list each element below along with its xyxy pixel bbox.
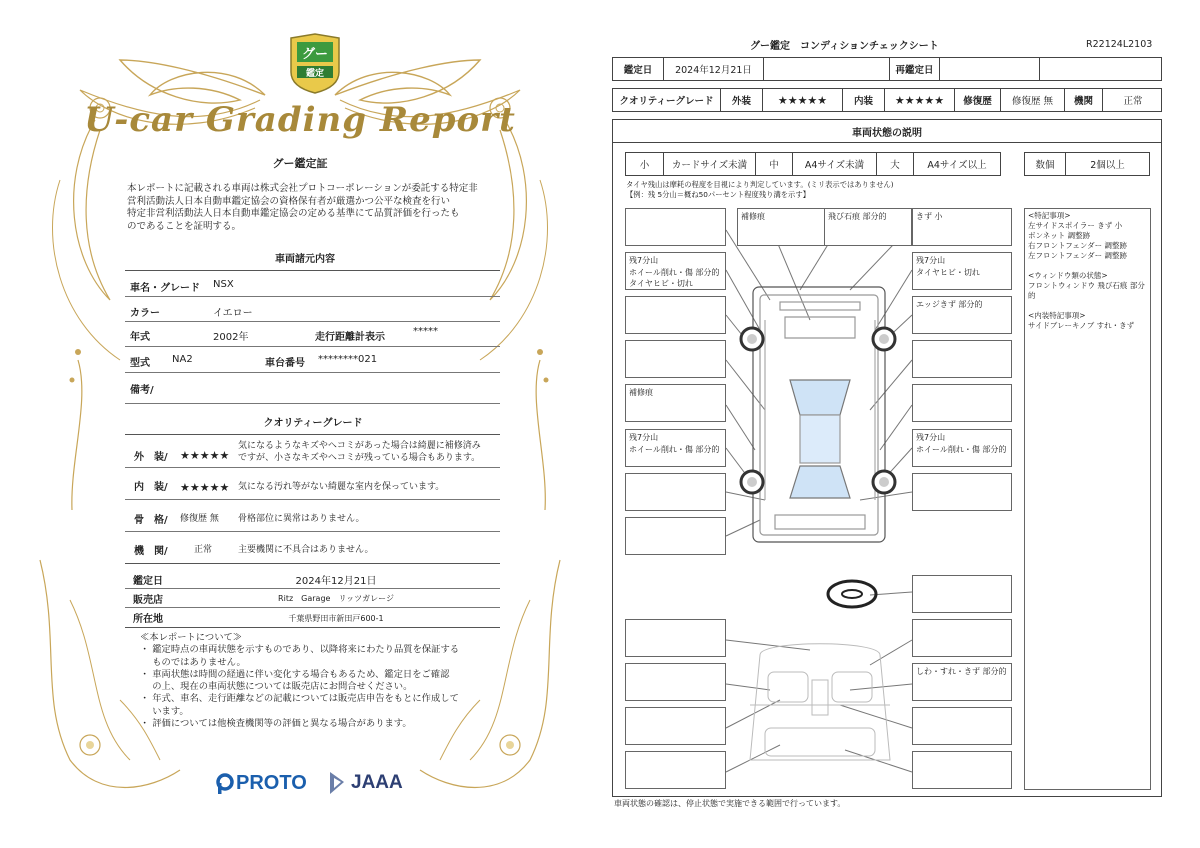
remarks-label: 備考/ — [130, 385, 154, 396]
note-box-left-5 — [625, 384, 726, 422]
year-label: 年式 — [130, 332, 150, 343]
size-small-desc: カードサイズ未満 — [663, 153, 755, 175]
note-box-rear-left-tire — [625, 429, 726, 467]
note-box-left-4 — [625, 340, 726, 378]
frame-description: 骨格部位に異常はありません。 — [238, 514, 365, 524]
interior-stars: ★★★★★ — [180, 481, 230, 494]
size-large-desc: A4サイズ以上 — [913, 153, 1000, 175]
report-notes — [140, 632, 505, 730]
badge-shield-icon — [287, 32, 343, 94]
special-item: 左サイドスポイラー きず 小 — [1028, 221, 1123, 230]
shop-label: 販売店 — [133, 595, 163, 606]
note-line: います。 — [140, 705, 189, 717]
note-box-int-right-2 — [912, 663, 1012, 701]
note-text: 補修痕 — [629, 388, 653, 397]
count-desc: 2個以上 — [1065, 153, 1149, 175]
note-box-front-left-tire — [625, 252, 726, 290]
tire-note-line: タイヤ残山は摩耗の程度を目視により判定しています。(ミリ表示ではありません) — [626, 180, 894, 189]
address-value: 千葉県野田市新田戸600-1 — [288, 614, 384, 623]
engine-description: 主要機関に不具合はありません。 — [238, 545, 374, 555]
model-label: 型式 — [130, 358, 150, 369]
certificate-heading: グー鑑定証 — [272, 157, 328, 170]
size-mid-desc: A4サイズ未満 — [792, 153, 876, 175]
note-box-int-right-1 — [912, 619, 1012, 657]
sheet-title: グー鑑定 コンディションチェックシート — [750, 41, 939, 52]
exterior-description — [238, 440, 481, 464]
name-label: 車名・グレード — [130, 283, 200, 294]
color-value: イエロー — [213, 308, 253, 319]
note-line: ・ 年式、車名、走行距離などの記載については販売店申告をもとに作成して — [140, 693, 459, 705]
note-box-right-7 — [912, 473, 1012, 511]
proto-logo — [216, 772, 307, 795]
note-box-int-left-2 — [625, 663, 726, 701]
special-title: <特記事項> — [1028, 211, 1071, 220]
sheet-footer: 車両状態の確認は、停止状態で実施できる範囲で行っています。 — [614, 799, 846, 808]
note-text: 残7分山 — [916, 256, 946, 265]
sheet-engine-value: 正常 — [1102, 89, 1163, 111]
note-text: タイヤヒビ・切れ — [629, 279, 693, 288]
sheet-code: R22124L2103 — [1086, 39, 1153, 50]
size-large-label: 大 — [876, 153, 913, 175]
ext-label: 外装 — [720, 89, 762, 111]
note-box-right-3 — [912, 296, 1012, 334]
model-value: NA2 — [172, 354, 193, 365]
interior-description: 気になる汚れ等がない綺麗な室内を保っています。 — [238, 482, 445, 492]
notes-title: ≪本レポートについて≫ — [140, 632, 243, 643]
note-box-int-left-3 — [625, 707, 726, 745]
note-box-int-right-3 — [912, 707, 1012, 745]
special-item: 左フロントフェンダー 調整跡 — [1028, 251, 1127, 260]
note-text: ホイール削れ・傷 部分的 — [629, 267, 720, 277]
note-box-int-left-1 — [625, 619, 726, 657]
sheet-date-label: 鑑定日 — [623, 65, 653, 76]
frame-value: 修復歴 無 — [180, 514, 219, 524]
note-text: ホイール削れ・傷 部分的 — [916, 444, 1007, 454]
note-box-right-4 — [912, 340, 1012, 378]
note-box-top-2 — [737, 208, 826, 246]
note-box-right-5 — [912, 384, 1012, 422]
exterior-desc-line: ですが、小さなキズやヘコミが残っている場合もあります。 — [238, 453, 481, 463]
note-box-top-4 — [912, 208, 1012, 246]
name-value: NSX — [213, 279, 234, 290]
badge-bottom-text: 鑑定 — [305, 69, 324, 79]
chassis-label: 車台番号 — [265, 358, 305, 369]
interior-item: サイドブレーキノブ すれ・きず — [1028, 321, 1135, 330]
sheet-engine-label: 機関 — [1064, 89, 1102, 111]
ext-stars: ★★★★★ — [762, 89, 842, 111]
note-text: しわ・すれ・きず 部分的 — [916, 667, 1007, 676]
chassis-value: ********021 — [318, 354, 378, 365]
note-box-int-left-4 — [625, 751, 726, 789]
note-line: ・ 評価については他検査機関等の評価と異なる場合があります。 — [140, 718, 412, 730]
certificate-intro — [127, 183, 507, 233]
date-value: 2024年12月21日 — [295, 576, 377, 587]
size-small-label: 小 — [639, 160, 650, 171]
count-label: 数個 — [1035, 160, 1055, 171]
note-box-rear-right-tire — [912, 429, 1012, 467]
window-title: <ウィンドウ類の状態> — [1028, 271, 1108, 280]
note-text: ホイール削れ・傷 部分的 — [629, 444, 720, 454]
color-label: カラー — [130, 308, 160, 319]
redate-label: 再鑑定日 — [889, 58, 939, 80]
special-item: ボンネット 調整跡 — [1028, 231, 1091, 240]
steering-wheel-icon — [828, 581, 876, 607]
exterior-label: 外 装/ — [134, 452, 168, 463]
exterior-stars: ★★★★★ — [180, 449, 230, 462]
window-item: フロントウィンドウ 飛び石痕 部分的 — [1028, 281, 1145, 300]
note-text: 残7分山 — [916, 433, 946, 442]
jaaa-logo-text: JAAA — [351, 772, 403, 793]
note-box-steering — [912, 575, 1012, 613]
interior-label: 内 装/ — [134, 482, 168, 493]
note-box-left-8 — [625, 517, 726, 555]
odometer-value: ***** — [413, 326, 438, 337]
intro-line: 特定非営利活動法人日本自動車鑑定協会の定める基準にて品質評価を行ったも — [127, 208, 460, 219]
engine-label: 機 関/ — [134, 546, 168, 557]
int-stars: ★★★★★ — [884, 89, 954, 111]
repair-value: 修復歴 無 — [1000, 89, 1064, 111]
size-mid-label: 中 — [755, 153, 792, 175]
proto-logo-text: PROTO — [236, 772, 307, 794]
note-line: ・ 車両状態は時間の経過に伴い変化する場合もあるため、鑑定日をご確認 — [140, 668, 450, 680]
date-label: 鑑定日 — [133, 576, 163, 587]
car-topview-icon — [753, 287, 885, 542]
state-title: 車両状態の説明 — [613, 120, 1161, 143]
proto-logo-icon — [216, 773, 234, 795]
badge-top-text: グー — [301, 47, 328, 62]
car-interior-icon — [750, 644, 890, 760]
note-text: エッジきず 部分的 — [916, 300, 983, 309]
address-label: 所在地 — [133, 614, 163, 625]
note-line: ・ 鑑定時点の車両状態を示すものであり、以降将来にわたり品質を保証する — [140, 644, 460, 656]
odometer-label: 走行距離計表示 — [315, 332, 385, 343]
note-text: タイヤヒビ・切れ — [916, 267, 980, 277]
jaaa-logo — [327, 770, 403, 796]
note-line: の上、現在の車両状態については販売店にお問合せください。 — [140, 681, 413, 693]
special-notes-panel — [1024, 208, 1151, 790]
tire-note-line: 【例：残 5分山＝概ね50パーセント程度残り溝を示す】 — [626, 190, 810, 199]
note-box-front-right-tire — [912, 252, 1012, 290]
intro-line: 営利活動法人日本自動車鑑定協会の資格保有者が厳選かつ公平な検査を行い — [127, 195, 451, 207]
goo-kantei-badge — [287, 32, 343, 94]
script-title: U-car Grading Report — [84, 100, 516, 140]
spec-title: 車両諸元内容 — [275, 254, 335, 265]
special-item: 右フロントフェンダー 調整跡 — [1028, 241, 1127, 250]
quality-grade-label: クオリティーグレード — [619, 96, 714, 107]
repair-label: 修復歴 — [954, 89, 1000, 111]
note-box-left-3 — [625, 296, 726, 334]
shop-value: Ritz Garage リッツガレージ — [278, 594, 394, 603]
note-box-top-1 — [625, 208, 726, 246]
intro-line: 本レポートに記載される車両は株式会社プロトコーポレーションが委託する特定非 — [127, 183, 478, 194]
note-line: ものではありません。 — [140, 656, 246, 668]
note-text: きず 小 — [916, 212, 943, 221]
quality-title: クオリティーグレード — [263, 418, 363, 429]
note-box-int-right-4 — [912, 751, 1012, 789]
intro-line: のであることを証明する。 — [127, 220, 242, 232]
year-value: 2002年 — [213, 332, 249, 343]
note-text: 飛び石痕 部分的 — [828, 212, 887, 221]
exterior-desc-line: 気になるようなキズやヘコミがあった場合は綺麗に補修済み — [238, 441, 481, 451]
note-text: 残7分山 — [629, 433, 659, 442]
engine-value: 正常 — [194, 545, 213, 555]
note-text: 残7分山 — [629, 256, 659, 265]
note-box-top-3 — [824, 208, 912, 246]
jaaa-logo-icon — [327, 770, 347, 796]
interior-notes-title: <内装特記事項> — [1028, 311, 1086, 320]
int-label: 内装 — [842, 89, 884, 111]
condition-check-sheet — [600, 0, 1200, 848]
frame-label: 骨 格/ — [134, 515, 168, 526]
note-text: 補修痕 — [741, 212, 765, 221]
sheet-date-value: 2024年12月21日 — [663, 58, 763, 80]
note-box-left-7 — [625, 473, 726, 511]
